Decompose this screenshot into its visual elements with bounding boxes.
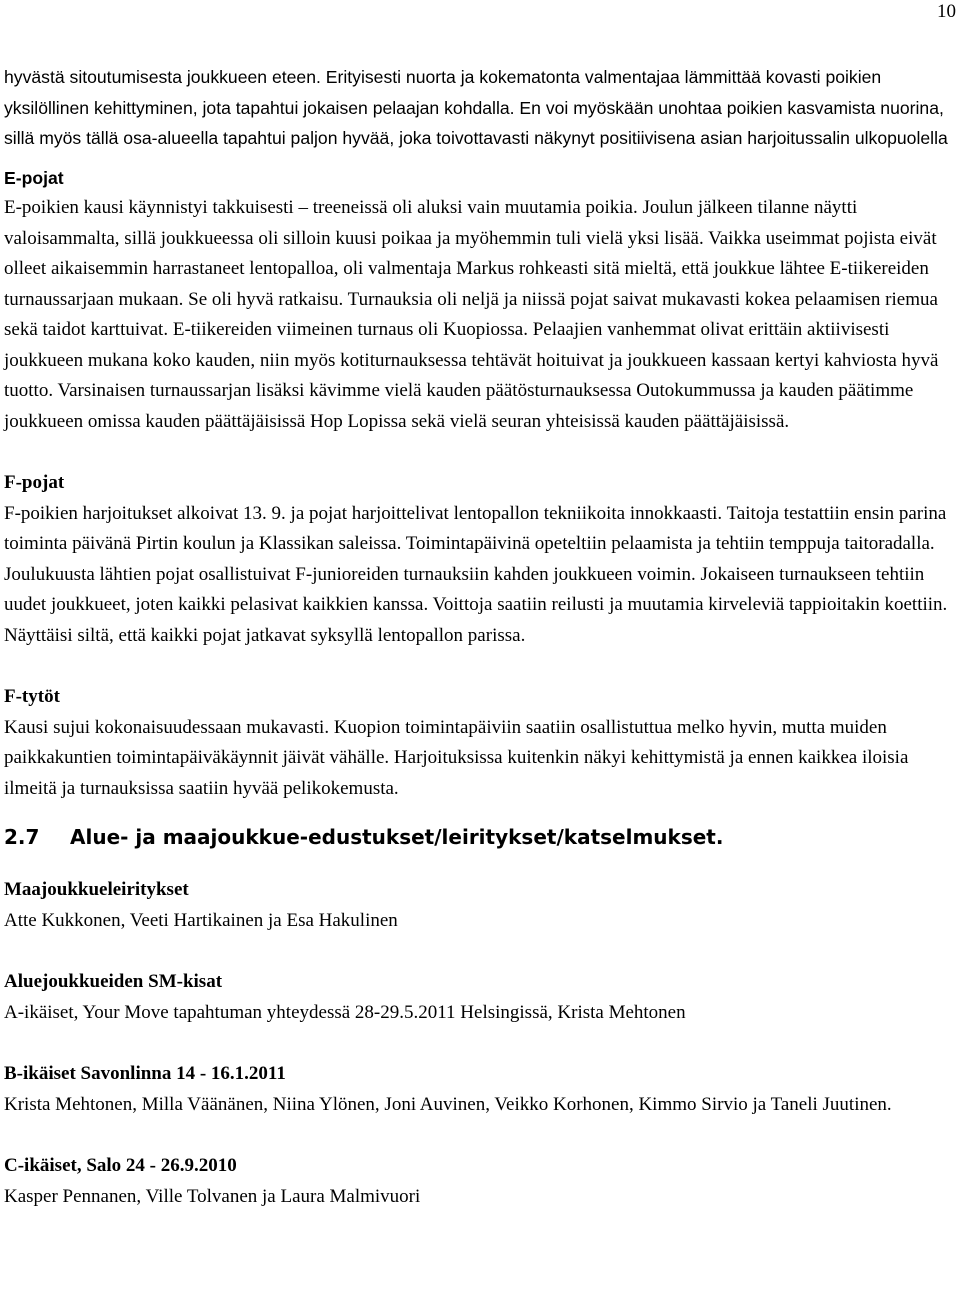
section-number: 2.7: [4, 825, 40, 849]
f-tytot-paragraph: Kausi sujui kokonaisuudessaan mukavasti. Kuopion toimintapäiviin saatiin osallistuttua melko hyvin, mutta muiden paikkakuntien toimintapäiväkäynnit jäivät vähälle. Harjoituksissa kuitenkin näkyi kehittymistä ja ennen kaikkea iloisia ilmeitä ja turnauksissa saatiin hyvää pelikokemusta.: [4, 716, 909, 799]
maajoukkue-text: Atte Kukkonen, Veeti Hartikainen ja Esa Hakulinen: [4, 909, 398, 931]
e-pojat-heading: E-pojat: [4, 167, 64, 188]
b-ikaiset-heading: B-ikäiset Savonlinna 14 - 16.1.2011: [4, 1063, 286, 1084]
f-pojat-heading: F-pojat: [4, 472, 65, 493]
page-number: 10: [937, 1, 956, 22]
intro-paragraph: hyvästä sitoutumisesta joukkueen eteen. Erityisesti nuorta ja kokematonta valmentajaa lämmittää kovasti poikien yksilöllinen kehittyminen, jota tapahtui jokaisen pelaajan kohdalla. En voi myöskään unohtaa poikien kasvamista nuorina, sillä myös tällä osa-alueella tapahtui paljon hyvää, joka toivottavasti näkynyt positiivisena asian harjoitussalin ulkopuolella: [4, 67, 948, 148]
section-heading: [4, 823, 956, 851]
c-ikaiset-text: Kasper Pennanen, Ville Tolvanen ja Laura Malmivuori: [4, 1185, 421, 1207]
section-title: Alue- ja maajoukkue-edustukset/leiritykset/katselmukset.: [70, 825, 724, 849]
f-tytot-heading: F-tytöt: [4, 686, 60, 707]
e-pojat-paragraph: E-poikien kausi käynnistyi takkuisesti – treeneissä oli aluksi vain muutamia poikia. Joulun jälkeen tilanne näytti valoisammalta, sillä joukkueessa oli silloin kuusi poikaa ja myöhemmin tuli vielä yksi lisää. Vaikka useimmat pojista eivät olleet aikaisemmin harrastaneet lentopalloa, oli valmentaja Markus rohkeasti sitä mieltä, että joukkue lähtee E-tiikereiden turnaussarjaan mukaan. Se oli hyvä ratkaisu. Turnauksia oli neljä ja niissä pojat saivat mukavasti kokea pelaamisen riemua sekä taidot karttuivat. E-tiikereiden viimeinen turnaus oli Kuopiossa. Pelaajien vanhemmat olivat erittäin aktiivisesti joukkueen mukana koko kauden, niin myös kotiturnauksessa tehtävät hoituivat ja joukkueen kassaan kertyi kahviosta hyvä tuotto. Varsinaisen turnaussarjan lisäksi kävimme vielä kauden päätösturnauksessa Outokummussa ja kauden päätimme joukkueen omissa kauden päättäjäisissä Hop Lopissa sekä vielä seuran yhteisissä kauden päättäjäisissä.: [4, 197, 939, 432]
aluejoukkue-heading: Aluejoukkueiden SM-kisat: [4, 971, 223, 992]
aluejoukkue-text: A-ikäiset, Your Move tapahtuman yhteydessä 28-29.5.2011 Helsingissä, Krista Mehtonen: [4, 1001, 686, 1023]
c-ikaiset-heading: C-ikäiset, Salo 24 - 26.9.2010: [4, 1155, 237, 1176]
document-body: [4, 62, 956, 1212]
b-ikaiset-text: Krista Mehtonen, Milla Väänänen, Niina Ylönen, Joni Auvinen, Veikko Korhonen, Kimmo Sirvio ja Taneli Juutinen.: [4, 1093, 892, 1115]
f-pojat-paragraph: F-poikien harjoitukset alkoivat 13. 9. ja pojat harjoittelivat lentopallon tekniikoita innokkaasti. Taitoja testattiin ensin parina toiminta päivänä Pirtin koulun ja Klassikan saleissa. Toimintapäivinä opeteltiin pelaamista ja tehtiin temppuja taitoradalla. Joulukuusta lähtien pojat osallistuivat F-junioreiden turnauksiin kahden joukkueen voimin. Jokaiseen turnaukseen tehtiin uudet joukkueet, joten kaikki pelasivat kaikkien kanssa. Voittoja saatiin reilusti ja muutamia kirveleviä tappioitakin koettiin. Näyttäisi siltä, että kaikki pojat jatkavat syksyllä lentopallon parissa.: [4, 502, 948, 646]
maajoukkue-heading: Maajoukkueleiritykset: [4, 879, 189, 900]
